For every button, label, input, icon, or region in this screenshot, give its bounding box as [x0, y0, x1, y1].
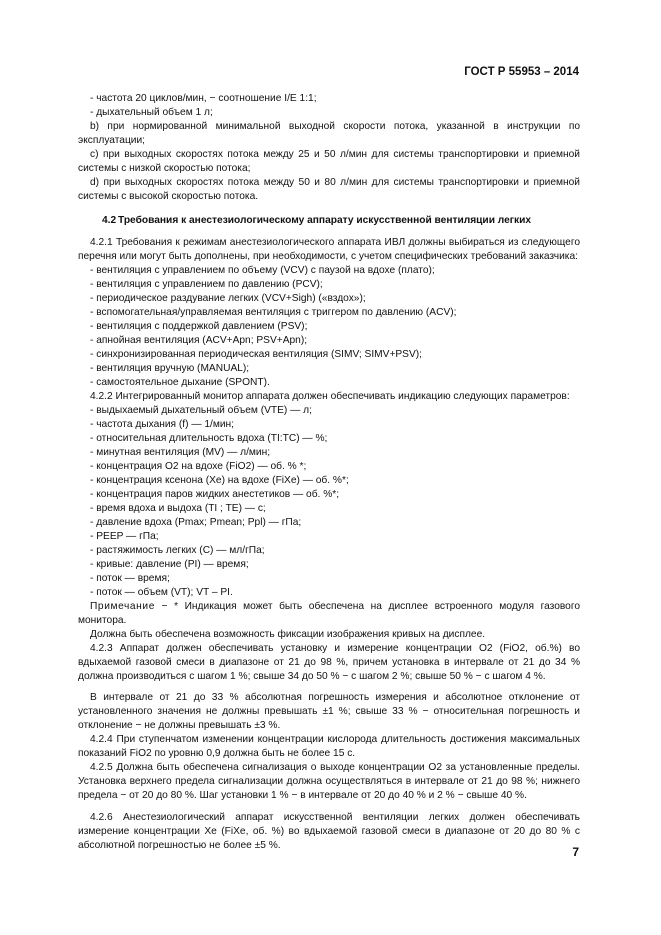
paragraph: d) при выходных скоростях потока между 50 и 80 л/мин для системы транспортировки и приемной системы с высокой скоростью потока.: [78, 177, 580, 202]
list-item: - давление вдоха (Pmax; Pmean; Ppl) — гПа;: [90, 517, 302, 528]
paragraph: Должна быть обеспечена возможность фиксации изображения кривых на дисплее.: [90, 629, 486, 640]
list-item: - PEEP — гПа;: [90, 531, 159, 542]
paragraph: 4.2.4 При ступенчатом изменении концентрации кислорода длительность достижения максимальных показаний FiO2 по уровню 0,9 должна быть не более 15 с.: [78, 734, 580, 759]
list-item: - синхронизированная периодическая вентиляция (SIMV; SIMV+PSV);: [90, 349, 422, 360]
list-item: - периодическое раздувание легких (VCV+Sigh) («вздох»);: [90, 293, 366, 304]
list-item: - время вдоха и выдоха (TI ; TE) — с;: [90, 503, 266, 514]
document-body: [78, 92, 580, 853]
list-item: - вентиляция вручную (MANUAL);: [90, 363, 250, 374]
paragraph: В интервале от 21 до 33 % абсолютная погрешность измерения и абсолютное отклонение от установленного значения не должны превышать ±1 %; свыше 33 % − относительная погрешность и отклонение − не должны превышать ±3 %.: [78, 692, 580, 731]
list-item: - концентрация ксенона (Xe) на вдохе (FiXe) — об. %*;: [90, 475, 349, 486]
list-item: - самостоятельное дыхание (SPONT).: [90, 377, 270, 388]
list-item: - концентрация паров жидких анестетиков — об. %*;: [90, 489, 340, 500]
list-item: - поток — объем (VT); VT – PI.: [90, 587, 233, 598]
list-item: - относительная длительность вдоха (TI:TC) — %;: [90, 433, 328, 444]
section-heading: [78, 214, 580, 228]
paragraph: 4.2.1 Требования к режимам анестезиологического аппарата ИВЛ должны выбираться из следующего перечня или могут быть дополнены, при необходимости, с учетом специфических требований заказчика:: [78, 237, 580, 262]
paragraph: 4.2.2 Интегрированный монитор аппарата должен обеспечивать индикацию следующих параметров:: [90, 391, 570, 402]
note: [78, 600, 580, 628]
list-item: - выдыхаемый дыхательный объем (VTE) — л;: [90, 405, 312, 416]
list-item: - вентиляция с поддержкой давлением (PSV);: [90, 321, 308, 332]
list-item: - кривые: давление (PI) — время;: [90, 559, 249, 570]
document-header: ГОСТ Р 55953 – 2014: [464, 66, 579, 78]
list-item: - растяжимость легких (C) — мл/гПа;: [90, 545, 265, 556]
paragraph: 4.2.5 Должна быть обеспечена сигнализация о выходе концентрации O2 за установленные пределы. Установка верхнего предела сигнализации должна осуществляться в интервале от 21 до 98 %; нижнего предела − от 20 до 80 %. Шаг установки 1 % − в интервале от 20 до 40 % и 2 % − свыше 40 %.: [78, 762, 580, 801]
paragraph: 4.2.6 Анестезиологический аппарат искусственной вентиляции легких должен обеспечивать измерение концентрации Xe (FiXe, об. %) во вдыхаемой газовой смеси в диапазоне от 20 до 80 % с абсолютной погрешностью не более ±5 %.: [78, 812, 580, 851]
list-item: - вентиляция с управлением по давлению (PCV);: [90, 279, 323, 290]
list-item: - минутная вентиляция (MV) — л/мин;: [90, 447, 271, 458]
paragraph: c) при выходных скоростях потока между 25 и 50 л/мин для системы транспортировки и приемной системы с низкой скоростью потока;: [78, 149, 580, 174]
section-title: Требования к анестезиологическому аппарату искусственной вентиляции легких: [118, 215, 532, 226]
list-item: - частота 20 циклов/мин, − соотношение I/E 1:1;: [90, 93, 317, 104]
note-text: − * Индикация может быть обеспечена на дисплее встроенного модуля газового монитора.: [78, 601, 580, 626]
list-item: - частота дыхания (f) — 1/мин;: [90, 419, 235, 430]
section-number: 4.2: [102, 215, 117, 226]
list-item: - дыхательный объем 1 л;: [90, 107, 213, 118]
paragraph: b) при нормированной минимальной выходной скорости потока, указанной в инструкции по эксплуатации;: [78, 121, 580, 146]
page-number: 7: [572, 845, 579, 859]
list-item: - вспомогательная/управляемая вентиляция с триггером по давлению (ACV);: [90, 307, 457, 318]
list-item: - апнойная вентиляция (ACV+Apn; PSV+Apn);: [90, 335, 308, 346]
list-item: - вентиляция с управлением по объему (VCV) с паузой на вдохе (плато);: [90, 265, 435, 276]
list-item: - поток — время;: [90, 573, 170, 584]
list-item: - концентрация O2 на вдохе (FiO2) — об. % *;: [90, 461, 307, 472]
paragraph: 4.2.3 Аппарат должен обеспечивать установку и измерение концентрации O2 (FiO2, об.%) во вдыхаемой газовой смеси в диапазоне от 21 до 98 %, причем установка в интервале от 21 до 34 % должна производиться с шагом 1 %; свыше 34 до 50 % − с шагом 2 %; свыше 50 % − с шагом 4 %.: [78, 643, 580, 682]
note-label: Примечание: [90, 601, 155, 612]
